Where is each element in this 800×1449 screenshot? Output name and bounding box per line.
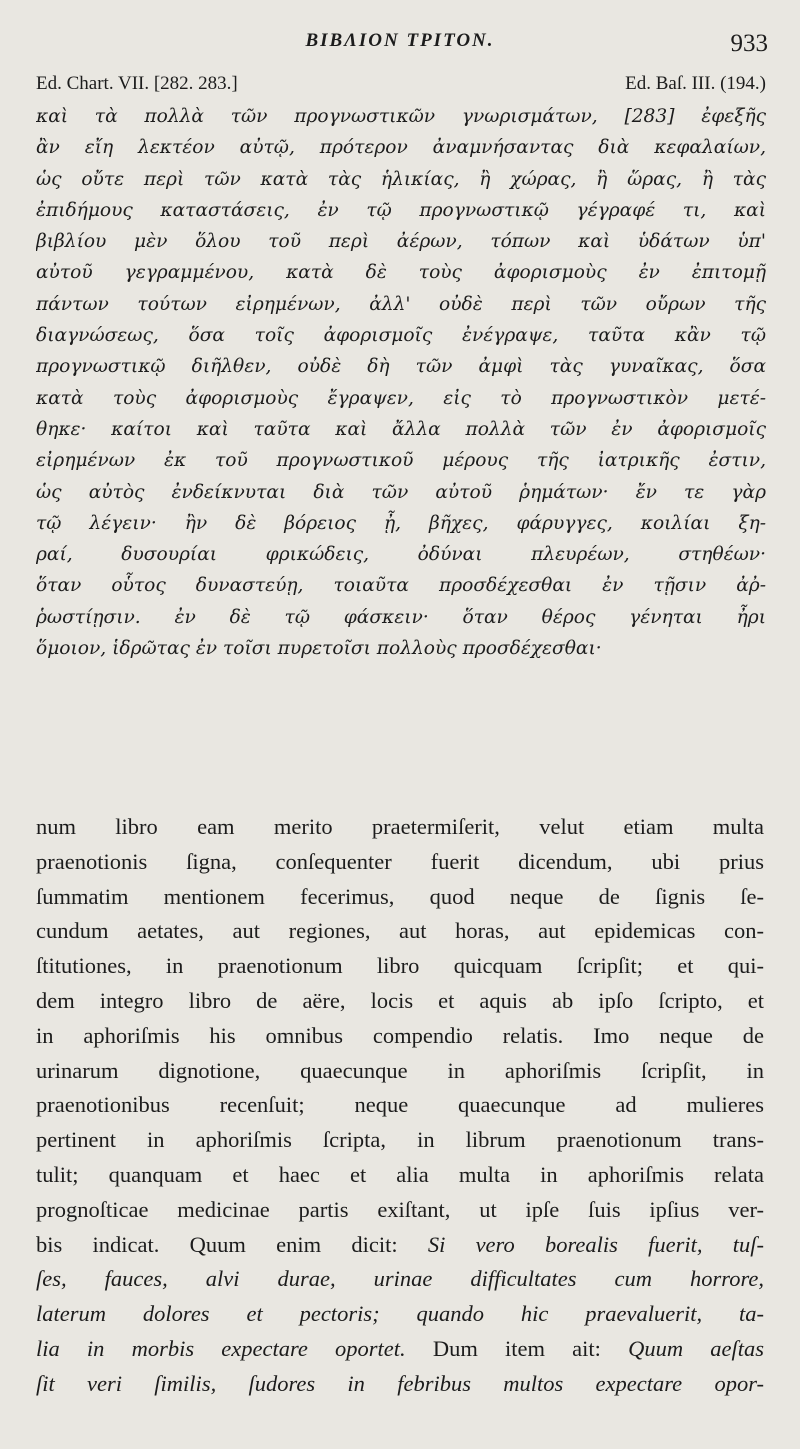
latin-line: ſummatim mentionem fecerimus, quod neque de ſignis ſe-	[36, 883, 764, 909]
latin-line: praenotionibus recenſuit; neque quaecunque ad mulieres	[36, 1092, 764, 1118]
greek-line: διαγνώσεως, ὅσα τοῖς ἀφορισμοῖς ἐνέγραψε, ταῦτα κἂν τῷ	[36, 325, 766, 347]
greek-line: θηκε· καίτοι καὶ ταῦτα καὶ ἄλλα πολλὰ τῶν ἐν ἀφορισμοῖς	[36, 418, 766, 440]
latin-line: prognoſticae medicinae partis exiſtant, ut ipſe ſuis ipſius ver-	[36, 1196, 764, 1222]
edition-basel-ref: Ed. Baſ. III. (194.)	[625, 73, 766, 94]
edition-line	[36, 73, 766, 99]
page-number: 933	[730, 30, 768, 57]
greek-line: καὶ τὰ πολλὰ τῶν προγνωστικῶν γνωρισμάτων, [283] ἐφεξῆς	[36, 106, 766, 127]
latin-line: praenotionis ſigna, conſequenter fuerit dicendum, ubi prius	[36, 848, 764, 874]
greek-line: πάντων τούτων εἰρημένων, ἀλλ' οὐδὲ περὶ τῶν οὔρων τῆς	[36, 293, 766, 315]
greek-line: ἐπιδήμους καταστάσεις, ἐν τῷ προγνωστικῷ γέγραφέ τι, καὶ	[36, 199, 766, 221]
latin-line	[36, 1367, 764, 1402]
greek-text-block	[36, 101, 766, 664]
running-title: BIBΛΙΟΝ ΤΡΙΤΟΝ.	[305, 30, 495, 51]
latin-line-mixed	[36, 1228, 764, 1263]
latin-line: in aphoriſmis his omnibus compendio relatis. Imo neque de	[36, 1022, 764, 1048]
edition-chartier-ref: Ed. Chart. VII. [282. 283.]	[36, 73, 238, 94]
greek-line: προγνωστικῷ διῆλθεν, οὐδὲ δὴ τῶν ἀμφὶ τὰς γυναῖκας, ὅσα	[36, 356, 766, 378]
latin-line: dem integro libro de aëre, locis et aquis ab ipſo ſcripto, et	[36, 987, 764, 1013]
greek-line: ραί, δυσουρίαι φρικώδεις, ὀδύναι πλευρέων, στηθέων·	[36, 544, 766, 566]
latin-italic-quote: laterum dolores et pectoris; quando hic praevaluerit, ta-	[36, 1301, 764, 1327]
greek-line: ἂν εἴη λεκτέον αὐτῷ, πρότερον ἀναμνήσαντας διὰ κεφαλαίων,	[36, 137, 766, 159]
greek-line: ὡς αὐτὸς ἐνδείκνυται διὰ τῶν αὐτοῦ ῥημάτων· ἔν τε γὰρ	[36, 481, 766, 503]
latin-italic-quote: Quum aeſtas	[628, 1335, 764, 1361]
latin-line: urinarum dignotione, quaecunque in aphoriſmis ſcripſit, in	[36, 1057, 764, 1083]
latin-line: tulit; quanquam et haec et alia multa in aphoriſmis relata	[36, 1161, 764, 1187]
latin-line: num libro eam merito praetermiſerit, velut etiam multa	[36, 814, 764, 839]
latin-roman-segment: bis indicat. Quum enim dicit:	[36, 1231, 428, 1257]
greek-line: ῥωστίῃσιν. ἐν δὲ τῷ φάσκειν· ὅταν θέρος γένηται ἦρι	[36, 606, 766, 628]
latin-line	[36, 1262, 764, 1297]
latin-roman-segment: Dum item ait:	[405, 1335, 629, 1361]
latin-italic-quote: ſes, fauces, alvi durae, urinae difficultates cum horrore,	[36, 1266, 764, 1292]
latin-line: ſtitutiones, in praenotionum libro quicquam ſcripſit; et qui-	[36, 953, 764, 979]
latin-line: pertinent in aphoriſmis ſcripta, in librum praenotionum trans-	[36, 1127, 764, 1153]
greek-line: κατὰ τοὺς ἀφορισμοὺς ἔγραψεν, εἰς τὸ προγνωστικὸν μετέ-	[36, 387, 766, 409]
latin-italic-quote: lia in morbis expectare oportet.	[36, 1335, 406, 1361]
latin-line-mixed	[36, 1332, 764, 1367]
greek-line: αὐτοῦ γεγραμμένου, κατὰ δὲ τοὺς ἀφορισμοὺς ἐν ἐπιτομῇ	[36, 262, 766, 284]
greek-line: εἰρημένων ἐκ τοῦ προγνωστικοῦ μέρους τῆς ἰατρικῆς ἐστιν,	[36, 450, 766, 472]
greek-line: ὅταν οὗτος δυναστεύῃ, τοιαῦτα προσδέχεσθαι ἐν τῇσιν ἀῤ-	[36, 575, 766, 597]
latin-line	[36, 1297, 764, 1332]
latin-italic-quote: ſit veri ſimilis, ſudores in febribus multos expectare opor-	[36, 1370, 764, 1396]
latin-italic-quote: Si vero borealis fuerit, tuſ-	[427, 1231, 764, 1257]
latin-line: cundum aetates, aut regiones, aut horas, aut epidemicas con-	[36, 918, 764, 944]
greek-line: βιβλίου μὲν ὅλου τοῦ περὶ ἀέρων, τόπων καὶ ὑδάτων ὑπ'	[36, 231, 766, 253]
greek-line: ὅμοιον, ἱδρῶτας ἐν τοῖσι πυρετοῖσι πολλοὺς προσδέχεσθαι·	[36, 638, 602, 660]
greek-line: τῷ λέγειν· ἢν δὲ βόρειος ᾖ, βῆχες, φάρυγγες, κοιλίαι ξη-	[36, 512, 766, 534]
latin-text-block	[36, 810, 764, 1402]
greek-line: ὡς οὔτε περὶ τῶν κατὰ τὰς ἡλικίας, ἢ χώρας, ἢ ὥρας, ἢ τὰς	[36, 168, 766, 190]
